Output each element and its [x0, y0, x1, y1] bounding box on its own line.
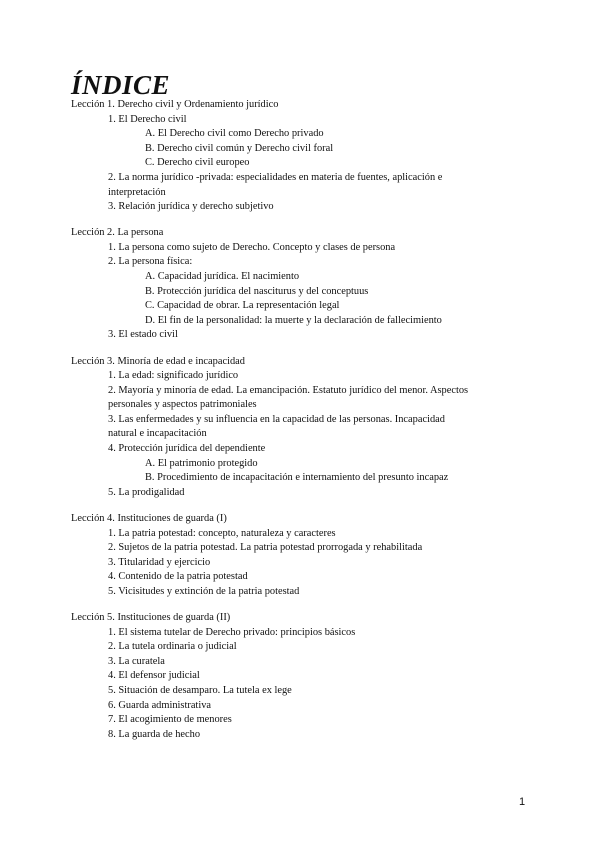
toc-item: 5. Situación de desamparo. La tutela ex lege: [108, 684, 292, 696]
toc-item: 3. Titularidad y ejercicio: [108, 556, 211, 568]
lesson-section: [71, 226, 471, 343]
lesson-section: [71, 98, 471, 215]
lesson-section: [71, 355, 471, 501]
toc-item: 2. Mayoría y minoría de edad. La emancipación. Estatuto jurídico del menor. Aspectos personales y aspectos patrimoniales: [108, 384, 469, 411]
page-title: ÍNDICE: [71, 70, 171, 100]
toc-subitem: C. Capacidad de obrar. La representación legal: [145, 300, 340, 312]
toc-item: 1. La persona como sujeto de Derecho. Concepto y clases de persona: [108, 241, 396, 253]
lesson-title: Lección 5. Instituciones de guarda (II): [71, 612, 231, 623]
toc-item: 3. La curatela: [108, 655, 165, 667]
toc-item: 8. La guarda de hecho: [108, 728, 201, 740]
table-of-contents: [71, 98, 471, 754]
toc-item: 4. Contenido de la patria potestad: [108, 571, 248, 583]
toc-item: 2. Sujetos de la patria potestad. La patria potestad prorrogada y rehabilitada: [108, 542, 423, 554]
toc-subitem: C. Derecho civil europeo: [145, 157, 250, 169]
toc-subitem: A. El patrimonio protegido: [145, 457, 258, 469]
toc-item: 4. El defensor judicial: [108, 670, 200, 682]
lesson-title: Lección 1. Derecho civil y Ordenamiento jurídico: [71, 99, 279, 110]
toc-subitem: B. Protección jurídica del nasciturus y del conceptuus: [145, 285, 369, 297]
toc-subitem: A. El Derecho civil como Derecho privado: [145, 128, 324, 140]
page-number: 1: [519, 796, 526, 808]
toc-item: 3. El estado civil: [108, 329, 178, 341]
lesson-section: [71, 611, 471, 742]
toc-item: 1. La edad: significado jurídico: [108, 370, 239, 382]
lesson-title: Lección 4. Instituciones de guarda (I): [71, 512, 227, 524]
toc-item: 4. Protección jurídica del dependiente: [108, 443, 266, 455]
toc-item: 3. Relación jurídica y derecho subjetivo: [108, 201, 274, 213]
lesson-title: Lección 2. La persona: [71, 227, 164, 239]
toc-subitem: B. Procedimiento de incapacitación e internamiento del presunto incapaz: [145, 472, 449, 484]
toc-item: 7. El acogimiento de menores: [108, 714, 232, 726]
toc-item: 5. La prodigalidad: [108, 486, 185, 498]
toc-subitem: B. Derecho civil común y Derecho civil foral: [145, 142, 334, 154]
toc-item: 6. Guarda administrativa: [108, 699, 212, 711]
toc-item: 1. La patria potestad: concepto, naturaleza y caracteres: [108, 527, 336, 539]
toc-item: 5. Vicisitudes y extinción de la patria potestad: [108, 585, 300, 597]
toc-item: 2. La norma jurídico -privada: especialidades en materia de fuentes, aplicación e interpretación: [108, 171, 443, 198]
lesson-section: [71, 512, 471, 600]
toc-item: 3. Las enfermedades y su influencia en la capacidad de las personas. Incapacidad natural e incapacitación: [108, 413, 445, 440]
toc-item: 1. El Derecho civil: [108, 113, 187, 125]
toc-item: 2. La persona física:: [108, 256, 193, 268]
toc-subitem: A. Capacidad jurídica. El nacimiento: [145, 271, 300, 283]
toc-subitem: D. El fin de la personalidad: la muerte y la declaración de fallecimiento: [145, 314, 442, 326]
toc-item: 2. La tutela ordinaria o judicial: [108, 641, 237, 653]
lesson-title: Lección 3. Minoría de edad e incapacidad: [71, 355, 245, 367]
toc-item: 1. El sistema tutelar de Derecho privado: principios básicos: [108, 626, 356, 638]
